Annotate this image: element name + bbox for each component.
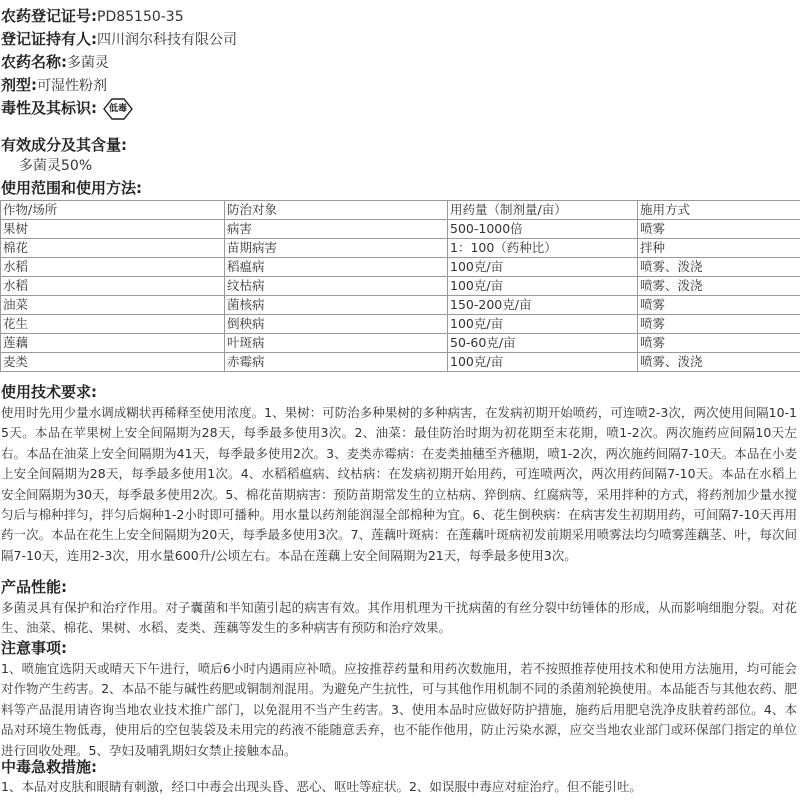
target-cell: 菌核病 <box>225 296 448 315</box>
dosage-cell: 1：100（药种比） <box>448 239 638 258</box>
crop-cell: 麦类 <box>1 353 225 372</box>
table-row <box>1 296 800 315</box>
usage-column-header: 用药量（制剂量/亩） <box>448 201 638 220</box>
method-cell: 拌种 <box>638 239 800 258</box>
table-row <box>1 239 800 258</box>
technique-paragraph: 使用时先用少量水调成糊状再稀释至使用浓度。1、果树：可防治多种果树的多种病害，在发病初期开始喷药，可连喷2-3次，两次使用间隔10-15天。本品在苹果树上安全间隔期为28天，每季最多使用3次。2、油菜：最佳防治时期为初花期至末花期，喷1-2次。两次施药应间隔10天左右。本品在油菜上安全间隔期为41天，每季最多使用2次。3、麦类赤霉病：在麦类抽穗至齐穗期，喷1-2次，两次施药间隔7-10天。本品在小麦上安全间隔期为28天，每季最多使用1次。4、水稻稻瘟病、纹枯病：在发病初期开始用药，可连喷两次，两次用药间隔7-10天。本品在水稻上安全间隔期为30天，每季最多使用2次。5、棉花苗期病害：预防苗期常发生的立枯病、猝倒病、红腐病等，采用拌种的方式，将药剂加少量水搅匀后与棉种拌匀，拌匀后焖种1-2小时即可播种。用水量以药剂能润湿全部棉种为宜。6、花生倒秧病：在病害发生初期用药，可间隔7-10天再用药一次。本品在花生上安全间隔期为20天，每季最多使用3次。7、莲藕叶斑病：在莲藕叶斑病初发前期采用喷雾法均匀喷雾莲藕茎、叶，每次间隔7-10天，连用2-3次，用水量600升/公顷左右。本品在莲藕上安全间隔期为21天，每季最多使用3次。 <box>1 405 797 563</box>
performance-text <box>1 598 797 639</box>
firstaid-text <box>1 777 797 797</box>
usage-column-header: 防治对象 <box>225 201 448 220</box>
ingredient-heading: 有效成分及其含量: <box>1 136 127 154</box>
dosage-cell: 500-1000倍 <box>448 220 638 239</box>
toxicity-row <box>1 98 133 120</box>
usage-column-header: 施用方式 <box>638 201 800 220</box>
pesticide-name-row <box>1 52 109 73</box>
method-cell: 喷雾 <box>638 315 800 334</box>
target-cell: 病害 <box>225 220 448 239</box>
method-cell: 喷雾 <box>638 296 800 315</box>
method-cell: 喷雾 <box>638 220 800 239</box>
precautions-paragraph: 1、喷施宜选阴天或晴天下午进行，喷后6小时内遇雨应补喷。应按推荐药量和用药次数施用，若不按照推荐使用技术和使用方法施用，均可能会对作物产生药害。2、本品不能与碱性药肥或铜制剂混用。为避免产生抗性，可与其他作用机制不同的杀菌剂轮换使用。本品能否与其他农药、肥料等产品混用请咨询当地农业技术推广部门，以免混用不当产生药害。3、使用本品时应做好防护措施，施药后用肥皂洗净皮肤着药部位。4、本品对环境生物低毒，使用后的空包装袋及未用完的药液不能随意丢弃，也不能作他用，防止污染水源，应交当地农业部门或环保部门指定的单位进行回收处理。5、孕妇及哺乳期妇女禁止接触本品。 <box>1 661 797 758</box>
table-row <box>1 353 800 372</box>
table-row <box>1 220 800 239</box>
registration-number-value: PD85150-35 <box>97 9 184 25</box>
dosage-cell: 100克/亩 <box>448 315 638 334</box>
dosage-cell: 100克/亩 <box>448 353 638 372</box>
table-row <box>1 315 800 334</box>
usage-table <box>0 200 800 372</box>
ingredient-value: 多菌灵50% <box>19 158 93 174</box>
crop-cell: 棉花 <box>1 239 225 258</box>
dosage-cell: 150-200克/亩 <box>448 296 638 315</box>
technique-text <box>1 403 797 566</box>
usage-heading: 使用范围和使用方法: <box>1 179 142 197</box>
technique-heading: 使用技术要求: <box>1 383 97 401</box>
usage-column-header: 作物/场所 <box>1 201 225 220</box>
toxicity-label: 毒性及其标识: <box>1 99 97 117</box>
dosage-cell: 100克/亩 <box>448 258 638 277</box>
table-row <box>1 277 800 296</box>
table-row <box>1 258 800 277</box>
crop-cell: 莲藕 <box>1 334 225 353</box>
precautions-heading: 注意事项: <box>1 639 67 657</box>
performance-paragraph: 多菌灵具有保护和治疗作用。对子囊菌和半知菌引起的病害有效。其作用机理为干扰病菌的有丝分裂中纺锤体的形成，从而影响细胞分裂。对花生、油菜、棉花、果树、水稻、麦类、莲藕等发生的多种病害有预防和治疗效果。 <box>1 600 797 636</box>
performance-heading: 产品性能: <box>1 578 67 596</box>
pesticide-name-label: 农药名称: <box>1 53 67 71</box>
low-toxicity-badge-text: 低毒 <box>108 104 127 114</box>
target-cell: 倒秧病 <box>225 315 448 334</box>
crop-cell: 油菜 <box>1 296 225 315</box>
method-cell: 喷雾、泼浇 <box>638 277 800 296</box>
table-row <box>1 334 800 353</box>
target-cell: 叶斑病 <box>225 334 448 353</box>
pesticide-name-value: 多菌灵 <box>67 55 109 71</box>
registration-holder-row <box>1 29 237 50</box>
method-cell: 喷雾、泼浇 <box>638 258 800 277</box>
formulation-row <box>1 75 107 96</box>
target-cell: 稻瘟病 <box>225 258 448 277</box>
target-cell: 纹枯病 <box>225 277 448 296</box>
low-toxicity-badge <box>103 98 133 120</box>
method-cell: 喷雾 <box>638 334 800 353</box>
method-cell: 喷雾、泼浇 <box>638 353 800 372</box>
precautions-text <box>1 659 797 761</box>
dosage-cell: 100克/亩 <box>448 277 638 296</box>
registration-holder-value: 四川润尔科技有限公司 <box>97 32 237 48</box>
formulation-label: 剂型: <box>1 76 37 94</box>
formulation-value: 可湿性粉剂 <box>37 78 107 94</box>
crop-cell: 水稻 <box>1 277 225 296</box>
registration-number-label: 农药登记证号: <box>1 7 97 25</box>
target-cell: 苗期病害 <box>225 239 448 258</box>
target-cell: 赤霉病 <box>225 353 448 372</box>
firstaid-heading: 中毒急救措施: <box>1 758 97 776</box>
usage-table-header-row <box>1 201 800 220</box>
registration-holder-label: 登记证持有人: <box>1 30 97 48</box>
crop-cell: 水稻 <box>1 258 225 277</box>
crop-cell: 花生 <box>1 315 225 334</box>
dosage-cell: 50-60克/亩 <box>448 334 638 353</box>
firstaid-paragraph: 1、本品对皮肤和眼睛有刺激，经口中毒会出现头昏、恶心、呕吐等症状。2、如误服中毒应对症治疗。但不能引吐。 <box>1 779 642 794</box>
crop-cell: 果树 <box>1 220 225 239</box>
registration-number-row <box>1 6 184 27</box>
